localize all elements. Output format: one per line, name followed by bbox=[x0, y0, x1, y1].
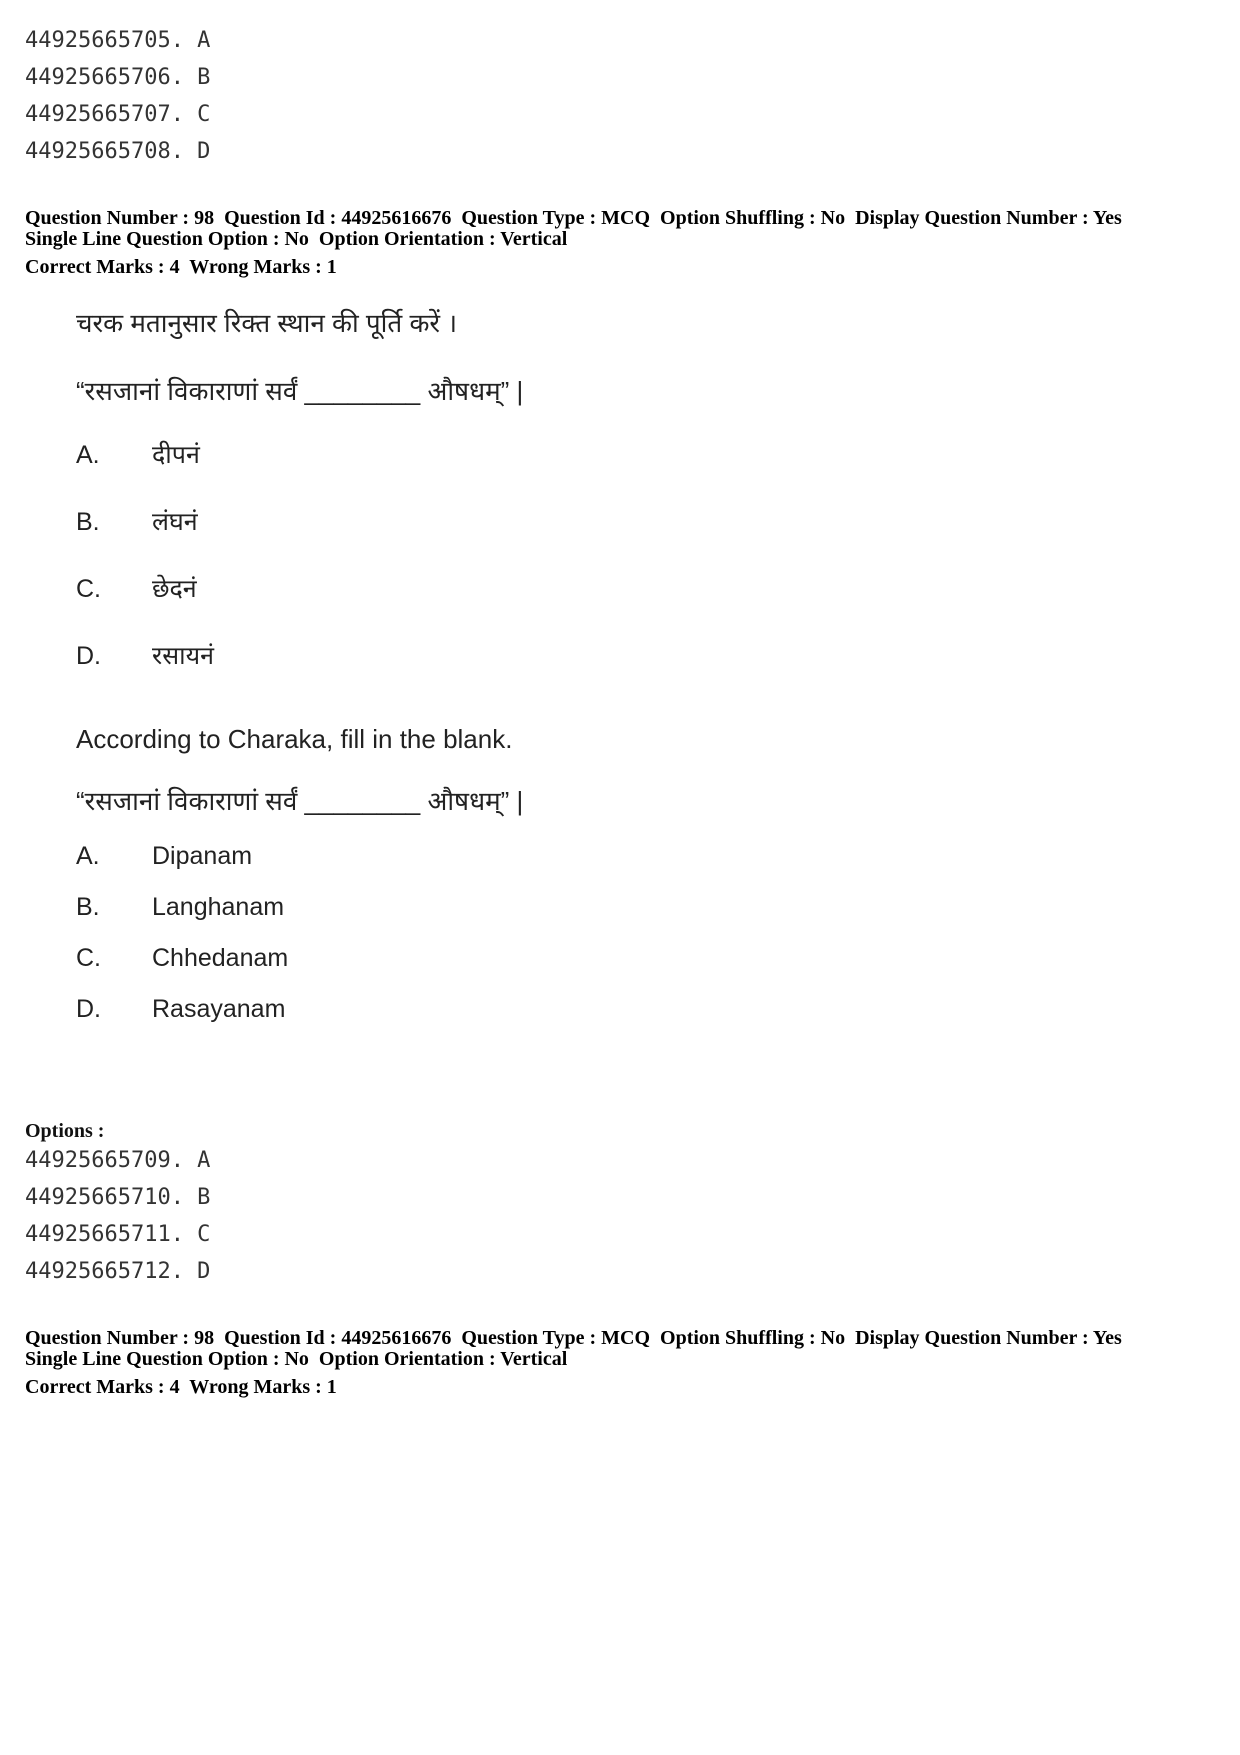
options-label: Options : bbox=[25, 1120, 105, 1142]
marks-line: Correct Marks : 4 Wrong Marks : 1 bbox=[25, 1376, 337, 1398]
question-meta-line: Question Number : 98 Question Id : 44925616676 Question Type : MCQ Option Shuffling : No Display Question Number : Yes bbox=[25, 207, 1122, 229]
choice-text: Dipanam bbox=[152, 842, 253, 870]
question-meta-line: Single Line Question Option : No Option Orientation : Vertical bbox=[25, 1348, 568, 1370]
question-instruction-english: According to Charaka, fill in the blank. bbox=[76, 724, 513, 754]
choice-english-c bbox=[76, 944, 288, 973]
choice-letter: B. bbox=[76, 508, 100, 536]
choice-text: Chhedanam bbox=[152, 944, 289, 972]
question-quote-hindi: “रसजानां विकाराणां सर्वं ________ औषधम्” | bbox=[76, 376, 524, 406]
question-meta-line: Single Line Question Option : No Option Orientation : Vertical bbox=[25, 228, 568, 250]
marks-line: Correct Marks : 4 Wrong Marks : 1 bbox=[25, 256, 337, 278]
choice-english-d bbox=[76, 995, 285, 1024]
choice-letter: C. bbox=[76, 575, 101, 603]
choice-letter: D. bbox=[76, 995, 101, 1023]
choice-letter: C. bbox=[76, 944, 101, 972]
choice-hindi-a bbox=[76, 437, 200, 471]
choice-hindi-d bbox=[76, 638, 214, 672]
choice-text: दीपनं bbox=[152, 441, 200, 469]
option-item: 44925665706. B bbox=[25, 65, 211, 90]
next-question-meta bbox=[25, 1328, 1215, 1398]
question-body bbox=[62, 292, 622, 1052]
choice-text: Langhanam bbox=[152, 893, 285, 921]
choice-letter: B. bbox=[76, 893, 100, 921]
choice-text: छेदनं bbox=[152, 575, 197, 603]
choice-english-b bbox=[76, 893, 284, 922]
choice-text: Rasayanam bbox=[152, 995, 286, 1023]
question-quote-english: “रसजानां विकाराणां सर्वं ________ औषधम्” | bbox=[76, 786, 524, 816]
option-item: 44925665708. D bbox=[25, 139, 211, 164]
choice-english-a bbox=[76, 842, 252, 871]
option-item: 44925665711. C bbox=[25, 1222, 211, 1247]
option-list bbox=[25, 1142, 210, 1290]
previous-option-list bbox=[25, 22, 210, 170]
question-meta bbox=[25, 208, 1215, 278]
question-instruction-hindi: चरक मतानुसार रिक्त स्थान की पूर्ति करें । bbox=[76, 308, 458, 338]
option-item: 44925665707. C bbox=[25, 102, 211, 127]
choice-letter: A. bbox=[76, 842, 100, 870]
option-item: 44925665712. D bbox=[25, 1259, 211, 1284]
choice-hindi-b bbox=[76, 504, 198, 538]
choice-text: लंघनं bbox=[152, 508, 198, 536]
choice-letter: D. bbox=[76, 642, 101, 670]
choice-hindi-c bbox=[76, 571, 197, 605]
choice-letter: A. bbox=[76, 441, 100, 469]
option-item: 44925665709. A bbox=[25, 1148, 211, 1173]
option-item: 44925665705. A bbox=[25, 28, 211, 53]
choice-text: रसायनं bbox=[152, 642, 214, 670]
option-item: 44925665710. B bbox=[25, 1185, 211, 1210]
question-meta-line: Question Number : 98 Question Id : 44925616676 Question Type : MCQ Option Shuffling : No Display Question Number : Yes bbox=[25, 1327, 1122, 1349]
